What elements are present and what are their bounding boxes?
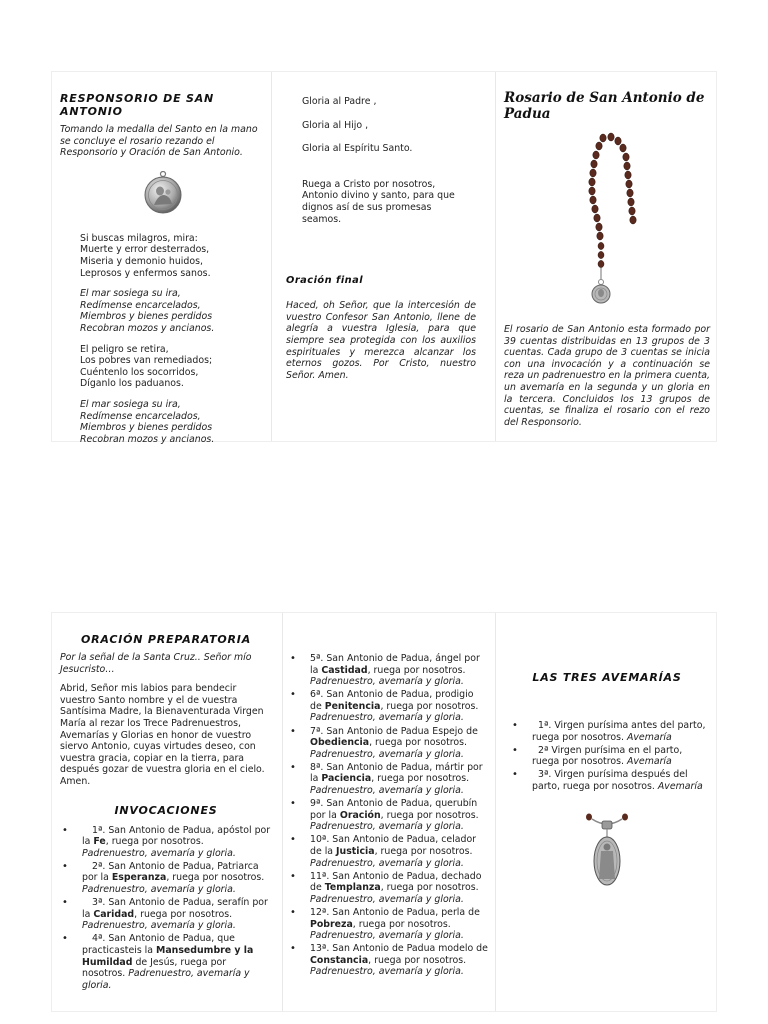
gloria-panel (286, 96, 476, 381)
preparatory-prayer: Abrid, Señor mis labios para bendecir vuestro Santo nombre y el de vuestra Santísima Madre, la Bienaventurada Virgen María al rezar los Trece Padrenuestros, Avemarías y Glorias en honor de vuestro siervo Antonio, cuyas virtudes deseo, con vuestra gracia, copiar en la tierra, para después gozar de vuestra gloria en el cielo. Amen. (60, 683, 265, 787)
oracion-preparatoria-title: ORACIÓN PREPARATORIA (80, 633, 252, 646)
verse: Miseria y demonio huidos, (80, 255, 203, 267)
santa-cruz-intro: Por la señal de la Santa Cruz.. Señor mío Jesucristo… (60, 652, 252, 675)
gloria-espiritu: Gloria al Espíritu Santo. (302, 143, 413, 155)
invocations-list-2 (288, 653, 488, 978)
verse: El mar sosiega su ira, (80, 398, 181, 410)
ruega-text: Ruega a Cristo por nosotros, Antonio divino y santo, para que dignos así de sus promesas seamos. (302, 178, 455, 225)
rosario-panel (504, 90, 710, 428)
rosary-icon (562, 130, 652, 310)
tres-avemarias-panel (504, 671, 710, 895)
bottom-divider-1 (282, 613, 283, 1011)
invocation-item: • 7ª. San Antonio de Padua Espejo de Obediencia, ruega por nosotros. Padrenuestro, avemaría y gloria. (288, 726, 488, 761)
invocation-item: • 5ª. San Antonio de Padua, ángel por la Castidad, ruega por nosotros. Padrenuestro, avemaría y gloria. (288, 653, 488, 688)
avemaria-item: • 3ª. Virgen purísima después del parto, ruega por nosotros. Avemaría (510, 769, 710, 792)
rosario-title: Rosario de San Antonio de Padua (504, 90, 705, 122)
top-divider-1 (271, 72, 272, 441)
oracion-preparatoria-panel (60, 633, 272, 993)
gloria-padre: Gloria al Padre , (302, 96, 377, 107)
invocations-list-1 (60, 825, 272, 992)
medal-image (60, 171, 266, 219)
bottom-divider-2 (495, 613, 496, 1011)
verse: Los pobres van remediados; (80, 355, 213, 367)
stanza-3 (80, 344, 266, 390)
bottom-sheet (52, 613, 716, 1011)
top-sheet (52, 72, 716, 445)
stanza-1 (80, 233, 266, 279)
verse: Redímense encarcelados, (80, 410, 201, 422)
invocaciones-title: INVOCACIONES (114, 803, 218, 817)
invocation-item: • 9ª. San Antonio de Padua, querubín por la Oración, ruega por nosotros. Padrenuestro, avemaría y gloria. (288, 798, 488, 833)
verse: Cuéntenlo los socorridos, (80, 366, 199, 378)
invocation-item: • 10ª. San Antonio de Padua, celador de la Justicia, ruega por nosotros. Padrenuestro, avemaría y gloria. (288, 834, 488, 869)
verse: Miembros y bienes perdidos (80, 422, 213, 434)
stanza-4 (80, 399, 266, 445)
invocation-item: • 11ª. San Antonio de Padua, dechado de Templanza, ruega por nosotros. Padrenuestro, avemaría y gloria. (288, 871, 488, 906)
responsorio-intro: Tomando la medalla del Santo en la mano se concluye el rosario rezando el Responsorio y Oración de San Antonio. (60, 124, 258, 159)
oracion-final-text: Haced, oh Señor, que la intercesión de vuestro Confesor San Antonio, llene de alegría a vuestra Iglesia, para que siempre sea protegida con los auxilios espirituales y merezca alcanzar los eternos gozos. Por Cristo, nuestro Señor. Amen. (286, 300, 476, 381)
saint-medal-icon (142, 171, 184, 215)
verse: Muerte y error desterrados, (80, 244, 210, 256)
verse: Si buscas milagros, mira: (80, 232, 198, 244)
responsorio-panel (60, 92, 266, 454)
verse: Díganlo los paduanos. (80, 378, 184, 390)
verse: Leprosos y enfermos sanos. (80, 267, 211, 279)
verse: Miembros y bienes perdidos (80, 311, 213, 323)
stanza-2 (80, 288, 266, 334)
invocation-item: • 8ª. San Antonio de Padua, mártir por la Paciencia, ruega por nosotros. Padrenuestro, avemaría y gloria. (288, 762, 488, 797)
verse: Redímense encarcelados, (80, 299, 201, 311)
gloria-hijo: Gloria al Hijo , (302, 119, 369, 131)
top-divider-2 (495, 72, 496, 441)
verse: El peligro se retira, (80, 343, 169, 355)
invocation-item: • 6ª. San Antonio de Padua, prodigio de Penitencia, ruega por nosotros. Padrenuestro, avemaría y gloria. (288, 689, 488, 724)
invocation-item: • 4ª. San Antonio de Padua, que practicasteis la Mansedumbre y la Humildad de Jesús, ruega por nosotros. Padrenuestro, avemaría y gloria. (60, 933, 272, 991)
responsorio-title: RESPONSORIO DE SAN ANTONIO (60, 92, 215, 118)
invocations-panel-2 (288, 653, 488, 980)
invocation-item: • 2ª. San Antonio de Padua, Patriarca por la Esperanza, ruega por nosotros. Padrenuestro, avemaría y gloria. (60, 861, 272, 896)
rosary-image (504, 130, 710, 314)
verse: Recobran mozos y ancianos. (80, 433, 215, 445)
invocation-item: • 12ª. San Antonio de Padua, perla de Pobreza, ruega por nosotros. Padrenuestro, avemaría y gloria. (288, 907, 488, 942)
virgin-medal-icon (584, 811, 630, 891)
avemaria-item: • 1ª. Virgen purísima antes del parto, ruega por nosotros. Avemaría (510, 720, 710, 743)
avemarias-list (504, 720, 710, 793)
oracion-final-title: Oración final (286, 275, 364, 287)
tres-avemarias-title: LAS TRES AVEMARÍAS (532, 671, 682, 684)
verse: Recobran mozos y ancianos. (80, 322, 215, 334)
invocation-item: • 13ª. San Antonio de Padua modelo de Constancia, ruega por nosotros. Padrenuestro, avemaría y gloria. (288, 943, 488, 978)
verse: El mar sosiega su ira, (80, 288, 181, 300)
invocation-item: • 1ª. San Antonio de Padua, apóstol por la Fe, ruega por nosotros. Padrenuestro, avemaría y gloria. (60, 825, 272, 860)
rosario-text: El rosario de San Antonio esta formado por 39 cuentas distribuidas en 13 grupos de 3 cuentas. Cada grupo de 3 cuentas se inicia con una invocación y a continuación se reza un padrenuestro en la primera cuenta, un avemaría en la segunda y un gloria en la tercera. Concluidos los 13 grupos de cuentas, se finaliza el rosario con el rezo del Responsorio. (504, 324, 710, 428)
virgin-medal-image (504, 811, 710, 895)
avemaria-item: • 2ª Virgen purísima en el parto, ruega por nosotros. Avemaría (510, 745, 710, 768)
invocation-item: • 3ª. San Antonio de Padua, serafín por la Caridad, ruega por nosotros. Padrenuestro, avemaría y gloria. (60, 897, 272, 932)
